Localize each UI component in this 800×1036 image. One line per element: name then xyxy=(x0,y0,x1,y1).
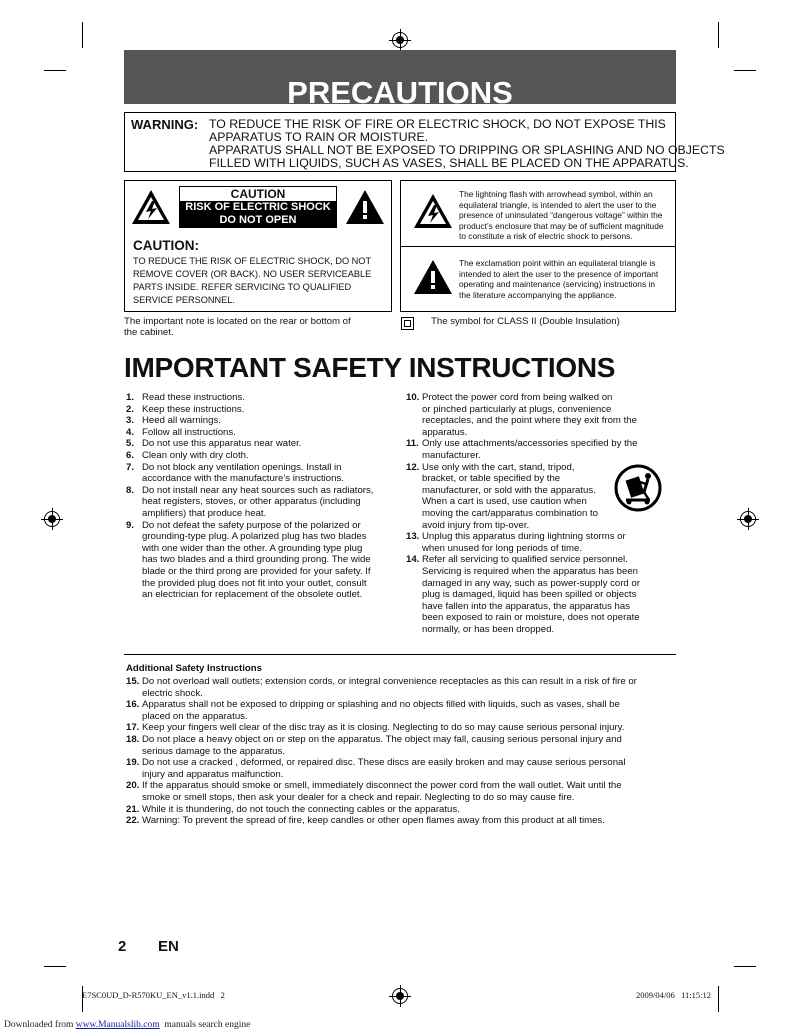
caution-box xyxy=(124,180,392,312)
list-item xyxy=(126,804,676,816)
item-text: If the apparatus should smoke or smell, immediately disconnect the power cord from the wall outlet. Wait until the smoke or smell stops, then ask your dealer for a check and repair. Neglecting to do so may cause fire. xyxy=(142,780,622,803)
caution-line: REMOVE COVER (OR BACK). NO USER SERVICEABLE xyxy=(133,269,372,279)
note-line: The important note is located on the rear or bottom of xyxy=(124,316,351,327)
item-text: Do not use a cracked , deformed, or repaired disc. These discs are easily broken and may cause serious personal injury and apparatus malfunction. xyxy=(142,757,626,780)
item-number: 4. xyxy=(126,426,135,438)
registration-mark-icon xyxy=(44,511,60,527)
page-title: PRECAUTIONS xyxy=(287,75,513,104)
list-item xyxy=(126,427,394,439)
warning-line: TO REDUCE THE RISK OF FIRE OR ELECTRIC SHOCK, DO NOT EXPOSE THIS xyxy=(209,117,666,131)
item-text: While it is thundering, do not touch the connecting cables or the apparatus. xyxy=(142,803,460,815)
instructions-right xyxy=(406,392,676,635)
item-text: Warning: To prevent the spread of fire, keep candles or other open flames away from this product at all times. xyxy=(142,815,605,827)
note-line: The exclamation point within an equilateral triangle is xyxy=(459,258,656,268)
item-number: 18. xyxy=(126,733,140,745)
item-number: 19. xyxy=(126,757,140,769)
item-text: Keep your fingers well clear of the disc tray as it is closing. Neglecting to do so may cause serious personal injury. xyxy=(142,722,625,734)
important-note xyxy=(124,316,394,338)
crop-mark xyxy=(82,22,83,48)
registration-mark-icon xyxy=(392,988,408,1004)
list-item xyxy=(126,415,394,427)
item-number: 8. xyxy=(126,484,135,496)
item-text: Do not block any ventilation openings. Install in accordance with the manufacture’s instructions. xyxy=(142,461,344,485)
list-item xyxy=(126,485,394,520)
list-item xyxy=(126,438,394,450)
item-number: 11. xyxy=(406,438,419,450)
list-item xyxy=(126,462,394,485)
cart-tip-over-icon xyxy=(614,464,662,512)
item-number: 3. xyxy=(126,415,135,427)
list-item xyxy=(406,438,676,461)
caution-line: TO REDUCE THE RISK OF ELECTRIC SHOCK, DO NOT xyxy=(133,256,372,266)
list-item xyxy=(126,780,676,803)
item-text: Clean only with dry cloth. xyxy=(142,449,249,461)
item-number: 13. xyxy=(406,531,420,543)
item-number: 6. xyxy=(126,449,135,461)
registration-mark-icon xyxy=(392,32,408,48)
section-divider xyxy=(124,654,676,655)
item-number: 21. xyxy=(126,803,140,815)
caution-line: PARTS INSIDE. REFER SERVICING TO QUALIFIED xyxy=(133,282,352,292)
note-line: product’s enclosure that may be of sufficient magnitude xyxy=(459,220,664,231)
double-insulation-icon xyxy=(401,317,414,330)
warning-line: FILLED WITH LIQUIDS, SUCH AS VASES, SHALL BE PLACED ON THE APPARATUS. xyxy=(209,156,689,170)
list-item xyxy=(406,554,676,635)
page-language: EN xyxy=(158,938,179,955)
item-number: 15. xyxy=(126,676,140,687)
download-prefix: Downloaded from xyxy=(4,1020,76,1030)
section-title: IMPORTANT SAFETY INSTRUCTIONS xyxy=(124,352,616,383)
item-number: 1. xyxy=(126,392,135,403)
list-item xyxy=(126,722,676,734)
list-item xyxy=(126,392,394,404)
risk-label xyxy=(180,201,336,227)
list-item xyxy=(126,757,676,780)
caution-label-box xyxy=(179,186,337,228)
item-number: 12. xyxy=(406,461,420,473)
risk-line: RISK OF ELECTRIC SHOCK xyxy=(185,201,331,213)
warning-label: WARNING: xyxy=(131,117,199,132)
note-line: the cabinet. xyxy=(124,327,174,338)
item-text: Do not use this apparatus near water. xyxy=(142,438,302,450)
warning-line: APPARATUS SHALL NOT BE EXPOSED TO DRIPPING OR SPLASHING AND NO OBJECTS xyxy=(209,143,725,157)
additional-safety-title: Additional Safety Instructions xyxy=(126,663,262,674)
note-line: the literature accompanying the appliance. xyxy=(459,289,617,300)
list-item xyxy=(126,404,394,416)
crop-mark xyxy=(734,966,756,967)
item-text: Apparatus shall not be exposed to dripping or splashing and no objects filled with liquids, such as vases, shall be placed on the apparatus. xyxy=(142,699,620,722)
item-text: Do not place a heavy object on or step on the apparatus. The object may fall, causing serious personal injury and serious damage to the apparatus. xyxy=(142,733,622,757)
precautions-banner xyxy=(124,50,676,104)
download-suffix: manuals search engine xyxy=(159,1020,251,1030)
note-line: The lightning flash with arrowhead symbol, within an xyxy=(459,189,653,199)
note-line: operating and maintenance (servicing) instructions in xyxy=(459,279,655,290)
lightning-warning-icon xyxy=(131,189,171,225)
caution-line: SERVICE PERSONNEL. xyxy=(133,295,235,305)
note-line: to constitute a risk of electric shock to persons. xyxy=(459,231,633,242)
crop-mark xyxy=(718,986,719,1012)
page-number: 2 xyxy=(118,938,127,955)
item-text: Protect the power cord from being walked on or pinched particularly at plugs, convenience receptacles, and the point where they exit from the apparatus. xyxy=(422,392,637,438)
lightning-warning-icon xyxy=(413,193,453,229)
lightning-explanation xyxy=(459,189,664,242)
caution-text xyxy=(133,255,371,307)
item-text: Heed all warnings. xyxy=(142,415,221,427)
list-item xyxy=(126,520,394,601)
item-text: Do not install near any heat sources such as radiators, heat registers, stoves, or other apparatus (including amplifiers) that produce heat. xyxy=(142,484,374,519)
item-number: 22. xyxy=(126,815,140,827)
item-number: 5. xyxy=(126,438,135,450)
item-number: 10. xyxy=(406,392,420,403)
crop-mark xyxy=(44,70,66,71)
item-text: Keep these instructions. xyxy=(142,403,245,415)
item-number: 7. xyxy=(126,461,135,473)
list-item xyxy=(126,815,676,827)
list-item xyxy=(126,676,676,699)
class2-note: The symbol for CLASS II (Double Insulation) xyxy=(431,316,620,327)
crop-mark xyxy=(718,22,719,48)
list-item xyxy=(126,450,394,462)
footer-date: 2009/04/06 11:15:12 xyxy=(636,990,712,1000)
registration-mark-icon xyxy=(740,511,756,527)
item-number: 17. xyxy=(126,722,140,734)
item-text: Do not defeat the safety purpose of the polarized or grounding-type plug. A polarized plug has two blades with one wider than the other. A grounding type plug has two blades and a third grounding prong. The wide blade or the third prong are provided for your safety. If the provided plug does not fit into your outlet, consult an electrician for replacement of the obsolete outlet. xyxy=(142,519,371,601)
item-text: Refer all servicing to qualified service personnel. Servicing is required when the apparatus has been damaged in any way, such as power-supply cord or plug is damaged, liquid has been spilled or objects have fallen into the apparatus, the apparatus has been exposed to rain or moisture, does not operate normally, or has been dropped. xyxy=(422,554,640,635)
exclamation-warning-icon xyxy=(345,189,385,225)
additional-instructions xyxy=(126,676,676,827)
item-number: 2. xyxy=(126,403,135,415)
warning-line: APPARATUS TO RAIN OR MOISTURE. xyxy=(209,130,429,144)
list-item xyxy=(406,392,676,438)
item-text: Do not overload wall outlets; extension cords, or integral convenience receptacles as this can result in a risk of fire or electric shock. xyxy=(142,676,637,699)
note-line: equilateral triangle, is intended to alert the user to the xyxy=(459,199,657,210)
symbol-explanation-box xyxy=(400,180,676,312)
risk-line: DO NOT OPEN xyxy=(219,213,297,226)
caution-label: CAUTION xyxy=(230,187,286,201)
manualslib-link[interactable]: www.Manualslib.com xyxy=(75,1020,160,1030)
download-line xyxy=(4,1020,250,1030)
note-line: presence of uninsulated “dangerous voltage” within the xyxy=(459,210,663,221)
item-number: 16. xyxy=(126,699,140,711)
list-item xyxy=(126,734,676,757)
warning-box xyxy=(124,112,725,172)
item-text: Unplug this apparatus during lightning storms or when unused for long periods of time. xyxy=(422,531,626,554)
footer-filename: E7SC0UD_D-R570KU_EN_v1.1.indd 2 xyxy=(82,990,225,1000)
item-text: Read these instructions. xyxy=(142,392,245,403)
list-item xyxy=(406,531,676,554)
item-text: Only use attachments/accessories specified by the manufacturer. xyxy=(422,438,638,461)
item-number: 9. xyxy=(126,519,135,531)
list-item xyxy=(126,699,676,722)
item-text: Use only with the cart, stand, tripod, bracket, or table specified by the manufacturer, or sold with the apparatus. When a cart is used, use caution when moving the cart/apparatus combination to avoid injury from tip-over. xyxy=(422,461,598,531)
divider xyxy=(401,246,675,247)
item-text: Follow all instructions. xyxy=(142,426,236,438)
note-line: intended to alert the user to the presence of important xyxy=(459,268,659,279)
exclamation-warning-icon xyxy=(413,259,453,295)
item-number: 14. xyxy=(406,554,420,566)
instructions-left xyxy=(126,392,394,601)
crop-mark xyxy=(734,70,756,71)
crop-mark xyxy=(44,966,66,967)
exclamation-explanation xyxy=(459,258,658,300)
item-number: 20. xyxy=(126,780,140,792)
caution-heading: CAUTION: xyxy=(133,238,199,253)
